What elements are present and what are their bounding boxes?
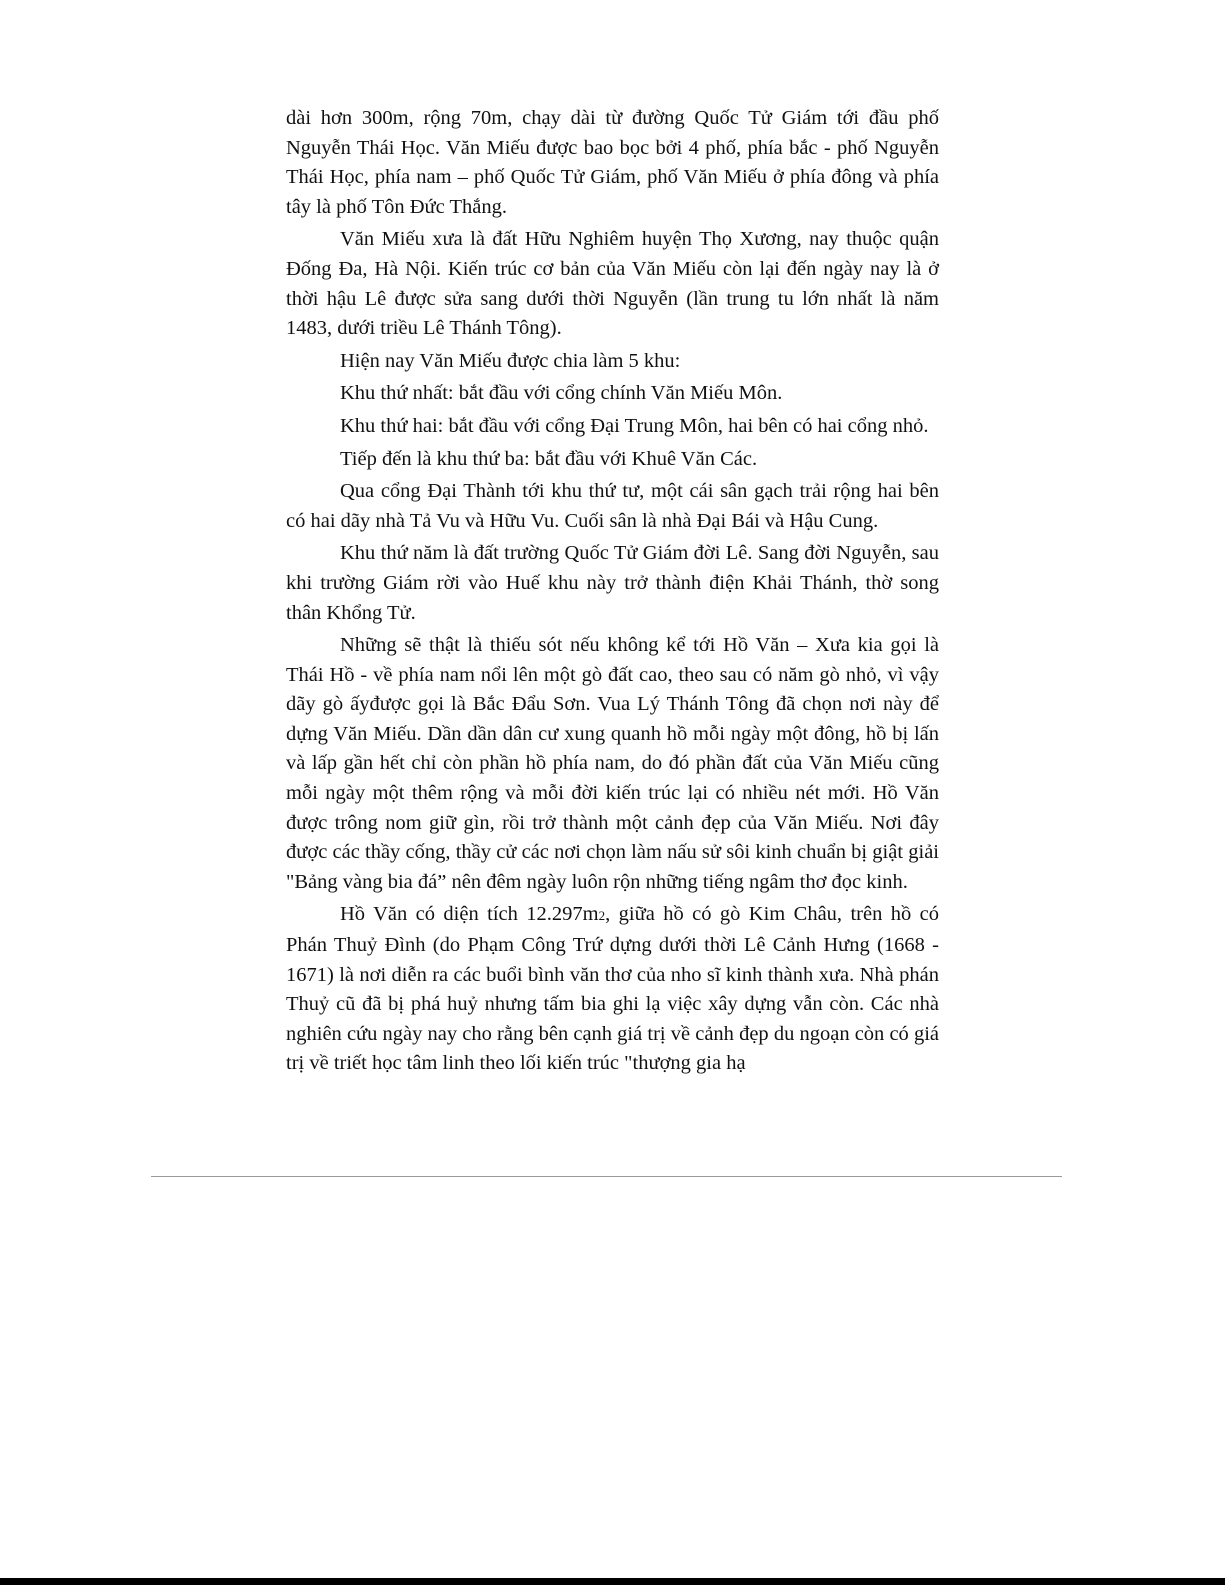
paragraph-zone-4: Qua cổng Đại Thành tới khu thứ tư, một cái sân gạch trải rộng hai bên có hai dãy nhà Tả Vu và Hữu Vu. Cuối sân là nhà Đại Bái và Hậu Cung. bbox=[286, 480, 939, 532]
body-text bbox=[286, 104, 939, 1082]
paragraph-location: dài hơn 300m, rộng 70m, chạy dài từ đường Quốc Tử Giám tới đầu phố Nguyễn Thái Học. Văn Miếu được bao bọc bởi 4 phố, phía bắc - phố Nguyễn Thái Học, phía nam – phố Quốc Tử Giám, phố Văn Miếu ở phía đông và phía tây là phố Tôn Đức Thắng. bbox=[286, 107, 939, 218]
bottom-edge-bar bbox=[0, 1578, 1225, 1585]
paragraph-history: Văn Miếu xưa là đất Hữu Nghiêm huyện Thọ Xương, nay thuộc quận Đống Đa, Hà Nội. Kiến trúc cơ bản của Văn Miếu còn lại đến ngày nay là ở thời hậu Lê được sửa sang dưới thời Nguyễn (lần trung tu lớn nhất là năm 1483, dưới triều Lê Thánh Tông). bbox=[286, 228, 939, 340]
paragraph-zones-intro: Hiện nay Văn Miếu được chia làm 5 khu: bbox=[340, 349, 681, 372]
page-divider bbox=[151, 1176, 1062, 1177]
area-text-start: Hồ Văn có diện tích 12.297m bbox=[340, 903, 599, 926]
paragraph-zone-3: Tiếp đến là khu thứ ba: bắt đầu với Khuê Văn Các. bbox=[340, 447, 758, 470]
area-unit-subscript: 2 bbox=[598, 908, 606, 924]
paragraph-zone-2: Khu thứ hai: bắt đầu với cổng Đại Trung Môn, hai bên có hai cổng nhỏ. bbox=[340, 414, 929, 437]
paragraph-zone-1: Khu thứ nhất: bắt đầu với cổng chính Văn Miếu Môn. bbox=[340, 382, 783, 405]
paragraph-ho-van: Những sẽ thật là thiếu sót nếu không kể tới Hồ Văn – Xưa kia gọi là Thái Hồ - về phía nam nổi lên một gò đất cao, theo sau có năm gò nhỏ, vì vậy dãy gò ấyđược gọi là Bắc Đẩu Sơn. Vua Lý Thánh Tông đã chọn nơi này để dựng Văn Miếu. Dần dần dân cư xung quanh hồ mỗi ngày một đông, hồ bị lấn và lấp gần hết chỉ còn phần hồ phía nam, do đó phần đất của Văn Miếu cũng mỗi ngày một thêm rộng và mỗi đời kiến trúc lại có nhiều nét mới. Hồ Văn được trông nom giữ gìn, rồi trở thành một cảnh đẹp của Văn Miếu. Nơi đây được các thầy cống, thầy cử các nơi chọn làm nấu sử sôi kinh chuẩn bị giật giải "Bảng vàng bia đá” nên đêm ngày luôn rộn những tiếng ngâm thơ đọc kinh. bbox=[286, 634, 939, 893]
paragraph-zone-5: Khu thứ năm là đất trường Quốc Tử Giám đời Lê. Sang đời Nguyễn, sau khi trường Giám rời vào Huế khu này trở thành điện Khải Thánh, thờ song thân Khổng Tử. bbox=[286, 542, 939, 624]
paragraph-ho-van-area bbox=[286, 900, 939, 1079]
area-text-rest: , giữa hồ có gò Kim Châu, trên hồ có Phán Thuỷ Đình (do Phạm Công Trứ dựng dưới thời Lê Cảnh Hưng (1668 - 1671) là nơi diễn ra các buổi bình văn thơ của nho sĩ kinh thành xưa. Nhà phán Thuỷ cũ đã bị phá huỷ nhưng tấm bia ghi lạ việc xây dựng vẫn còn. Các nhà nghiên cứu ngày nay cho rằng bên cạnh giá trị về cảnh đẹp du ngoạn còn có giá trị về triết học tâm linh theo lối kiến trúc "thượng gia hạ bbox=[286, 903, 939, 1075]
